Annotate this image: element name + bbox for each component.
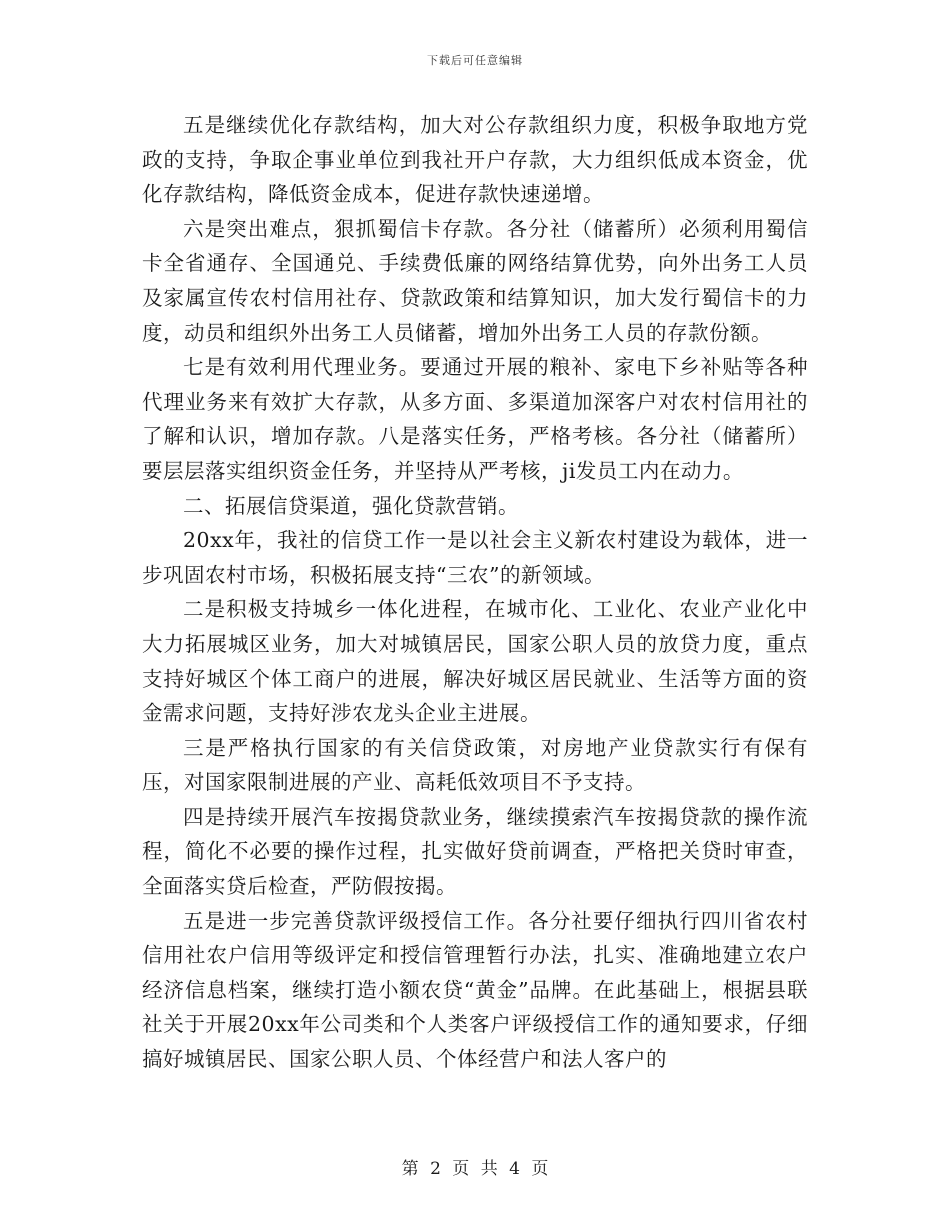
paragraph-credit-two: 二是积极支持城乡一体化进程，在城市化、工业化、农业产业化中大力拓展城区业务，加大对城镇居民，国家公职人员的放贷力度，重点支持好城区个体工商户的进展，解决好城区居民就业、生活等方面的资金需求问题，支持好涉农龙头企业主进展。 xyxy=(142,597,808,726)
paragraph-agency-business: 七是有效利用代理业务。要通过开展的粮补、家电下乡补贴等各种代理业务来有效扩大存款，从多方面、多渠道加深客户对农村信用社的了解和认识，增加存款。八是落实任务，严格考核。各分社（储蓄所）要层层落实组织资金任务，并坚持从严考核，ji发员工内在动力。 xyxy=(142,355,808,483)
paragraph-deposit-structure: 五是继续优化存款结构，加大对公存款组织力度，积极争取地方党政的支持，争取企事业单位到我社开户存款，大力组织低成本资金，优化存款结构，降低资金成本，促进存款快速递增。 xyxy=(142,113,808,207)
paragraph-credit-three: 三是严格执行国家的有关信贷政策，对房地产业贷款实行有保有压，对国家限制进展的产业、高耗低效项目不予支持。 xyxy=(142,735,808,795)
page-header: 下载后可任意编辑 xyxy=(427,54,523,67)
paragraph-shuxin-card: 六是突出难点，狠抓蜀信卡存款。各分社（储蓄所）必须利用蜀信卡全省通存、全国通兑、手续费低廉的网络结算优势，向外出务工人员及家属宣传农村信用社存、贷款政策和结算知识，加大发行蜀信卡的力度，动员和组织外出务工人员储蓄，增加外出务工人员的存款份额。 xyxy=(142,216,808,345)
page-number: 第 2 页 共 4 页 xyxy=(401,1159,549,1179)
section-heading-credit: 二、拓展信贷渠道，强化贷款营销。 xyxy=(183,493,519,518)
paragraph-credit-one: 20xx年，我社的信贷工作一是以社会主义新农村建设为载体，进一步巩固农村市场，积极拓展支持“三农”的新领域。 xyxy=(142,528,808,587)
paragraph-credit-four: 四是持续开展汽车按揭贷款业务，继续摸索汽车按揭贷款的操作流程，简化不必要的操作过程，扎实做好贷前调查，严格把关贷时审查，全面落实贷后检查，严防假按揭。 xyxy=(142,804,808,899)
paragraph-credit-five: 五是进一步完善贷款评级授信工作。各分社要仔细执行四川省农村信用社农户信用等级评定和授信管理暂行办法，扎实、准确地建立农户经济信息档案，继续打造小额农贷“黄金”品牌。在此基础上，根据县联社关于开展20xx年公司类和个人类客户评级授信工作的通知要求，仔细搞好城镇居民、国家公职人员、个体经营户和法人客户的 xyxy=(142,908,808,1072)
document-body xyxy=(142,108,808,1077)
